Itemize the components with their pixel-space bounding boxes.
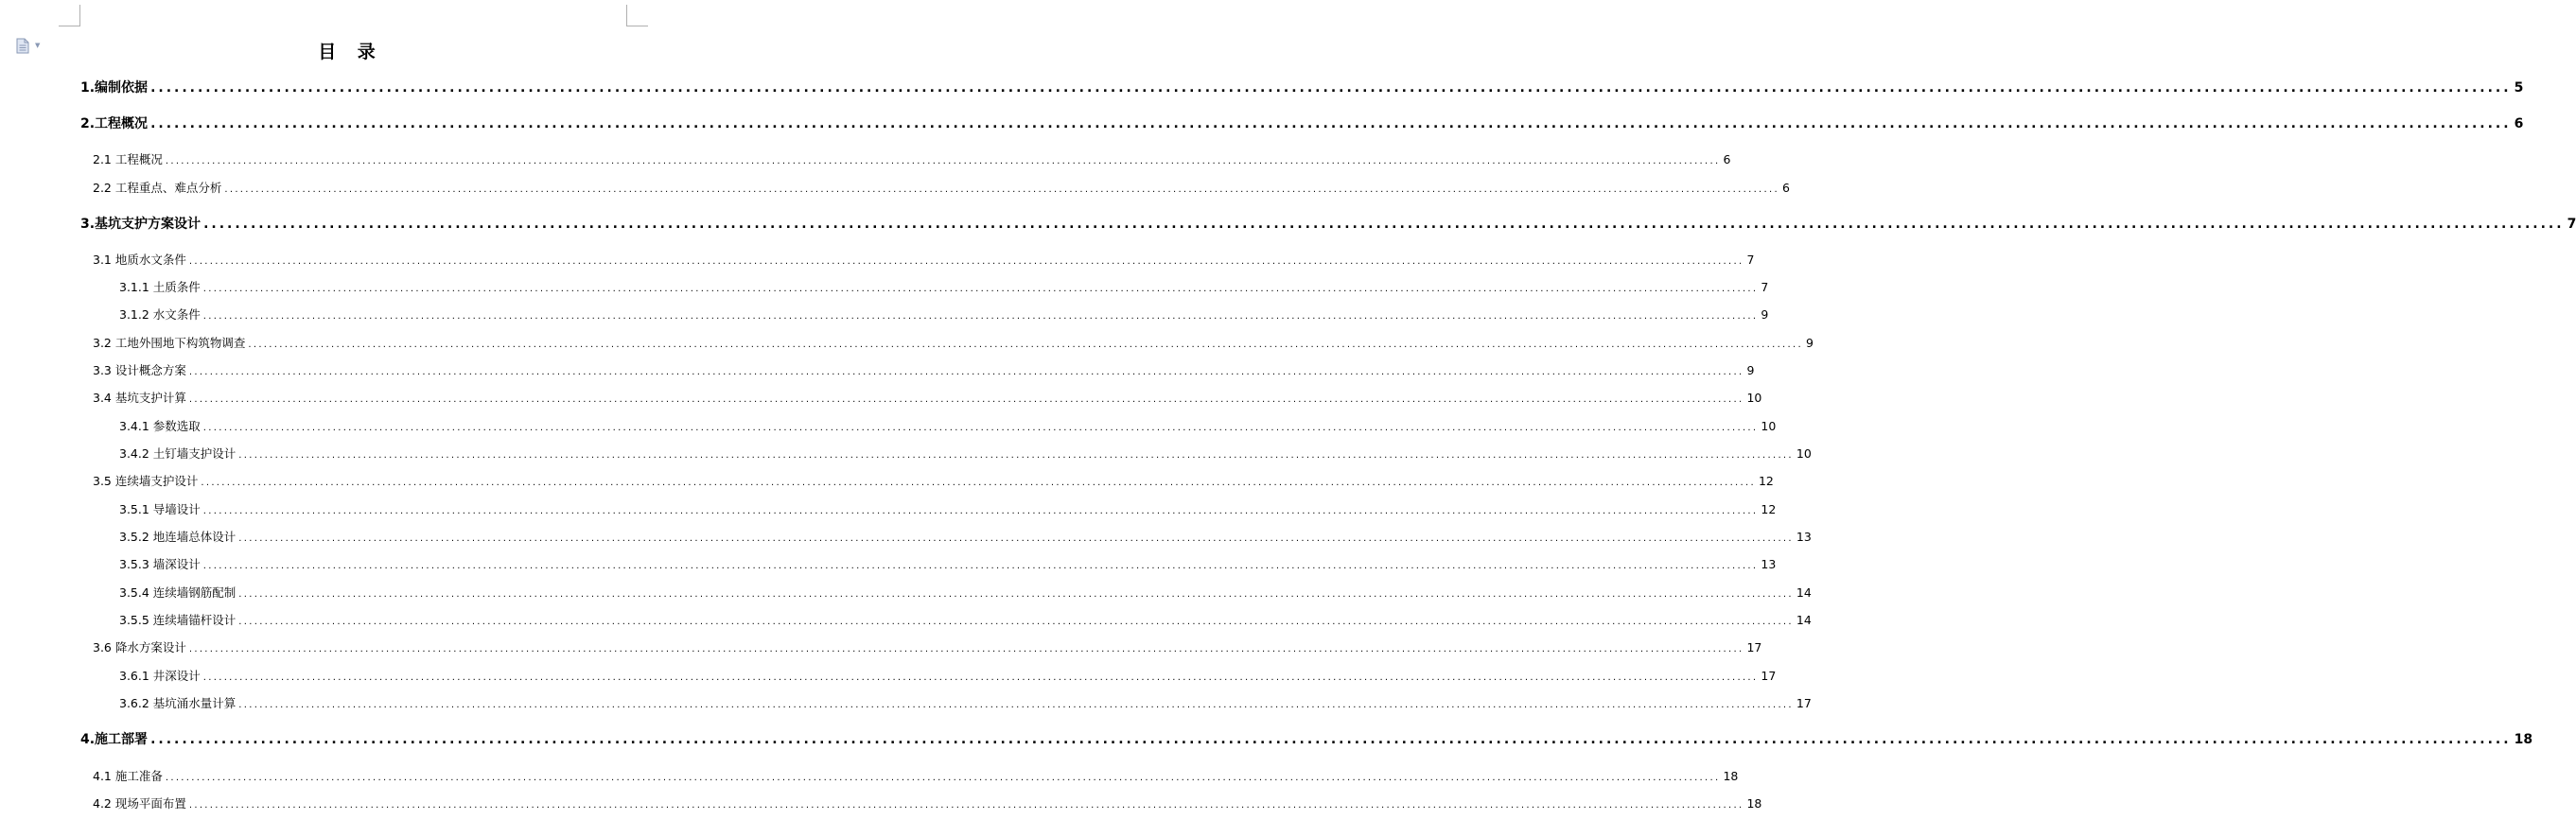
toc-entry[interactable] (93, 362, 1755, 381)
toc-entry-label: 3.1 地质水文条件 (93, 253, 186, 267)
dot-leader: ............................................................................................................................................................................................................................................................................................................ (202, 311, 1759, 322)
toc-entry[interactable] (93, 768, 1739, 787)
toc-entry-label: 3.5.3 墙深设计 (119, 557, 201, 571)
toc-entry-page-number: 18 (1746, 796, 1762, 811)
toc-entry-page-number: 12 (1758, 474, 1774, 488)
toc-entry-label: 3.4 基坑支护计算 (93, 391, 186, 405)
toc-entry[interactable] (93, 390, 1762, 409)
toc-entry-page-number: 9 (1805, 336, 1814, 350)
toc-entry[interactable] (93, 151, 1731, 170)
toc-entry-page-number: 17 (1796, 696, 1812, 710)
toc-entry-label: 3.6.2 基坑涌水量计算 (119, 696, 237, 710)
dot-leader: ............................................................................................................................................................................................................................................................................................................ (238, 533, 1794, 544)
chevron-down-icon: ▼ (35, 42, 41, 49)
toc-entry-label: 3.3 设计概念方案 (93, 363, 186, 377)
toc-entry-page-number: 7 (2567, 217, 2576, 232)
toc-entry-label: 3.4.1 参数选取 (119, 419, 201, 433)
toc-entry-label: 4.施工部署 (80, 732, 149, 747)
toc-entry-page-number: 6 (1723, 152, 1731, 166)
toc-entry-page-number: 13 (1796, 530, 1812, 544)
toc-entry-label: 3.5.5 连续墙锚杆设计 (119, 613, 237, 627)
toc-entry-label: 3.5.1 导墙设计 (119, 502, 201, 516)
toc-entry[interactable] (119, 501, 1777, 520)
toc-entry-label: 3.4.2 土钉墙支护设计 (119, 446, 237, 461)
toc-entry-label: 3.基坑支护方案设计 (80, 217, 202, 232)
dot-leader: ............................................................................................................................................................................................................................................................................................................ (238, 617, 1794, 627)
toc-entry[interactable] (119, 418, 1777, 437)
dot-leader: ............................................................................................................................................................................................................................................................................................................ (188, 800, 1744, 811)
dot-leader: ............................................................................................................................................................................................................................................................................................................ (238, 700, 1794, 710)
toc-entry-label: 3.1.1 土质条件 (119, 280, 201, 294)
toc-entry-label: 2.1 工程概况 (93, 152, 163, 166)
toc-entry-label: 3.1.2 水文条件 (119, 307, 201, 322)
toc-entry-page-number: 10 (1746, 391, 1762, 405)
toc-entry-page-number: 6 (2514, 116, 2524, 131)
toc-entry[interactable] (119, 445, 1812, 464)
dot-leader: ............................................................................................................................................................................................................................................................................................................ (202, 561, 1759, 571)
toc-entry[interactable] (93, 473, 1774, 492)
toc-entry-page-number: 14 (1796, 613, 1812, 627)
toc-entry-label: 3.6 降水方案设计 (93, 640, 186, 654)
toc-entry-page-number: 14 (1796, 585, 1812, 600)
dot-leader: ............................................................................................................................................................................................................................................................................................................ (224, 184, 1779, 195)
dot-leader: ............................................................................................................................................................................................................................................................................................................ (188, 367, 1744, 377)
toc-entry[interactable] (119, 279, 1769, 298)
toc-entry-page-number: 10 (1761, 419, 1777, 433)
dot-leader: ............................................................................................................................................................................................................................................................................................................ (202, 506, 1759, 516)
toc-entry-label: 3.5 连续墙支护设计 (93, 474, 199, 488)
toc-entry[interactable] (119, 695, 1812, 714)
toc-entry[interactable] (119, 612, 1812, 631)
dot-leader: ............................................................................................................................................................................................................................................................................................................ (188, 256, 1744, 267)
toc-entry-page-number: 9 (1761, 307, 1769, 322)
toc-entry-label: 3.5.4 连续墙钢筋配制 (119, 585, 237, 600)
toc-entry[interactable] (119, 584, 1812, 603)
toc-entry[interactable] (93, 795, 1762, 814)
toc-entry-page-number: 7 (1761, 280, 1769, 294)
dot-leader: ............................................................................................................................................................................................................................................................................................................ (202, 284, 1759, 294)
toc-entry[interactable] (93, 335, 1814, 354)
toc-entry[interactable] (93, 252, 1755, 270)
toc-entry-page-number: 18 (2514, 732, 2533, 747)
dot-leader: ............................................................................................................................................................................................................................................................................................................ (202, 423, 1759, 433)
dot-leader: ............................................................................................................................................................................................................................................................................................................ (238, 589, 1794, 600)
dot-leader: ............................................................................................................................................................................................................................................................................................................ (202, 672, 1759, 683)
toc-entry[interactable] (93, 180, 1790, 199)
toc-entry-page-number: 13 (1761, 557, 1777, 571)
toc-entry-page-number: 12 (1761, 502, 1777, 516)
dot-leader: ............................................................................................................................................................................................................................................................................................................ (165, 156, 1721, 166)
dot-leader: ............................................................................................................................................................................................................................................................................................................ (150, 116, 2512, 131)
dot-leader: ............................................................................................................................................................................................................................................................................................................ (201, 478, 1756, 488)
toc-entry[interactable] (80, 79, 2524, 96)
toc-entry-page-number: 5 (2514, 80, 2524, 96)
toc-entry[interactable] (119, 556, 1777, 575)
toc-entry-label: 2.工程概况 (80, 116, 149, 131)
toc-entry[interactable] (80, 731, 2533, 748)
toc-entry-page-number: 10 (1796, 446, 1812, 461)
toc-entry-label: 3.5.2 地连墙总体设计 (119, 530, 237, 544)
toc-entry-page-number: 9 (1746, 363, 1755, 377)
toc-entry-label: 3.6.1 井深设计 (119, 669, 201, 683)
toc-entry[interactable] (119, 306, 1769, 325)
dot-leader: ............................................................................................................................................................................................................................................................................................................ (150, 732, 2512, 747)
dot-leader: ............................................................................................................................................................................................................................................................................................................ (188, 394, 1744, 405)
toc-entry-label: 4.2 现场平面布置 (93, 796, 186, 811)
toc-entry[interactable] (119, 529, 1812, 548)
toc-entry[interactable] (80, 115, 2524, 132)
toc-entry-label: 4.1 施工准备 (93, 769, 163, 783)
dot-leader: ............................................................................................................................................................................................................................................................................................................ (248, 340, 1803, 350)
toc-entry-label: 3.2 工地外围地下构筑物调查 (93, 336, 246, 350)
toc-entry[interactable] (119, 668, 1777, 687)
dot-leader: ............................................................................................................................................................................................................................................................................................................ (150, 80, 2512, 96)
toc-entry-page-number: 18 (1723, 769, 1739, 783)
dot-leader: ............................................................................................................................................................................................................................................................................................................ (238, 450, 1794, 461)
toc-title: 目 录 (318, 42, 383, 62)
toc-entry[interactable] (93, 639, 1762, 658)
toc-entry-page-number: 7 (1746, 253, 1755, 267)
dot-leader: ............................................................................................................................................................................................................................................................................................................ (203, 217, 2565, 232)
dot-leader: ............................................................................................................................................................................................................................................................................................................ (188, 644, 1744, 654)
dot-leader: ............................................................................................................................................................................................................................................................................................................ (165, 773, 1721, 783)
toc-entry-page-number: 17 (1761, 669, 1777, 683)
toc-entry-label: 1.编制依据 (80, 80, 149, 96)
toc-entry-page-number: 17 (1746, 640, 1762, 654)
toc-entry[interactable] (80, 216, 2576, 233)
toc-entry-label: 2.2 工程重点、难点分析 (93, 181, 222, 195)
toc-entry-page-number: 6 (1781, 181, 1790, 195)
